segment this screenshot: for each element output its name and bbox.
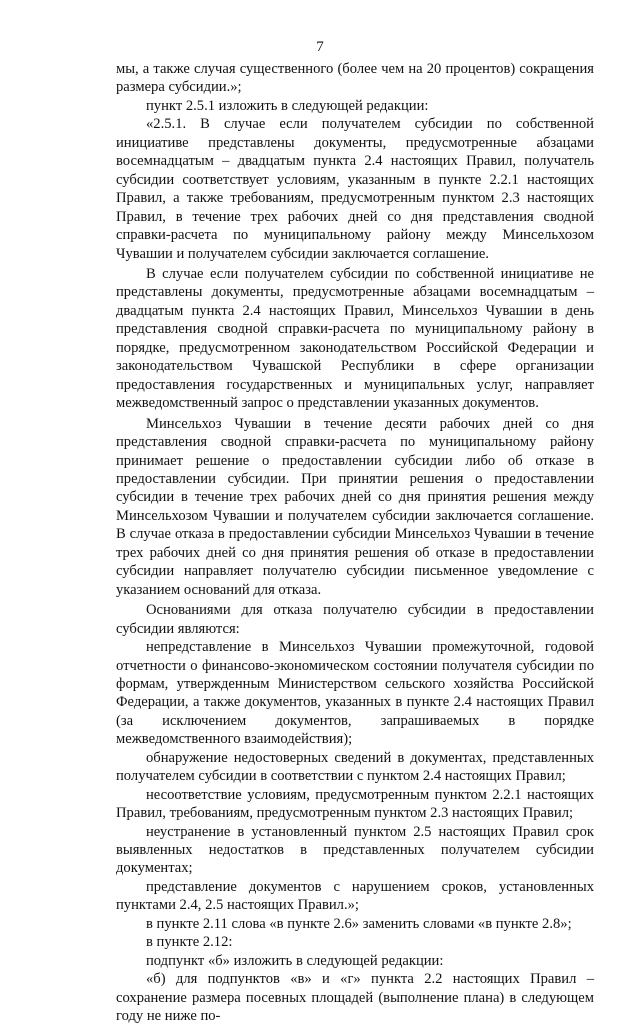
- paragraph-continuation: мы, а также случая существенного (более чем на 20 процентов) сокращения размера субсидии.»;: [116, 61, 594, 96]
- paragraph-amend-2-12: в пункте 2.12:: [146, 934, 233, 951]
- page-number: 7: [316, 39, 324, 55]
- paragraph-ground-conditions: несоответствие условиям, предусмотренным пунктом 2.2.1 настоящих Правил, требованиям, предусмотренным пунктом 2.3 настоящих Правил;: [116, 786, 594, 822]
- paragraph-clause-2-5-1: «2.5.1. В случае если получателем субсидии по собственной инициативе представлены документы, предусмотренные абзацами восемнадцатым – двадцатым пункта 2.4 настоящих Правил, получатель субсидии соответствует условиям, указанным в пункте 2.2.1 настоящих Правил, а также требованиям, предусмотренным пунктом 2.3 настоящих Правил, в течение трех рабочих дней со дня представления сводной справки-расчета по муниципальному району между Минсельхозом Чувашии и получателем субсидии заключается соглашение.: [116, 116, 594, 262]
- paragraph-subclause-b-text: «б) для подпунктов «в» и «г» пункта 2.2 настоящих Правил – сохранение размера посевных площадей (выполнение плана) в следующем году не ниже по-: [116, 971, 594, 1025]
- paragraph-no-documents: В случае если получателем субсидии по собственной инициативе не представлены документы, предусмотренные абзацами восемнадцатым – двадцатым пункта 2.4 настоящих Правил, Минсельхоз Чувашии в день представления сводной справки-расчета по муниципальному району в порядке, предусмотренном законодательством Российской Федерации и законодательством Чувашской Республики в сфере организации предоставления государственных и муниципальных услуг, направляет межведомственный запрос о представлении указанных документов.: [116, 265, 594, 412]
- paragraph-subclause-b: подпункт «б» изложить в следующей редакции:: [146, 952, 444, 969]
- paragraph-ground-reporting: непредставление в Минсельхоз Чувашии промежуточной, годовой отчетности о финансово-экономическом состоянии получателя субсидии по формам, утвержденным Министерством сельского хозяйства Российской Федерации, а также документов, указанных в пункте 2.4 настоящих Правил (за исключением документов, запрашиваемых в порядке межведомственного взаимодействия);: [116, 639, 594, 748]
- paragraph-ground-deadlines: представление документов с нарушением сроков, установленных пунктами 2.4, 2.5 настоящих Правил.»;: [116, 878, 594, 914]
- paragraph-ground-false-info: обнаружение недостоверных сведений в документах, представленных получателем субсидии в соответствии с пунктом 2.4 настоящих Правил;: [116, 749, 594, 785]
- paragraph-decision: Минсельхоз Чувашии в течение десяти рабочих дней со дня представления сводной справки-расчета по муниципальному району принимает решение о предоставлении субсидии либо об отказе в предоставлении субсидии. При принятии решения о предоставлении субсидии в течение трех рабочих дней со дня принятия решения между Минсельхозом Чувашии и получателем субсидии заключается соглашение. В случае отказа в предоставлении субсидии Минсельхоз Чувашии в течение трех рабочих дней со дня принятия решения об отказе в предоставлении субсидии направляет получателю субсидии письменное уведомление с указанием оснований для отказа.: [116, 415, 594, 598]
- paragraph-ground-defects: неустранение в установленный пунктом 2.5 настоящих Правил срок выявленных недостатков в представленных получателем субсидии документах;: [116, 823, 594, 877]
- paragraph-instruction-2-5-1: пункт 2.5.1 изложить в следующей редакции:: [146, 97, 429, 114]
- document-body: [116, 60, 594, 1026]
- paragraph-refusal-grounds: Основаниями для отказа получателю субсидии в предоставлении субсидии являются:: [116, 602, 594, 637]
- paragraph-amend-2-11: в пункте 2.11 слова «в пункте 2.6» заменить словами «в пункте 2.8»;: [146, 915, 572, 932]
